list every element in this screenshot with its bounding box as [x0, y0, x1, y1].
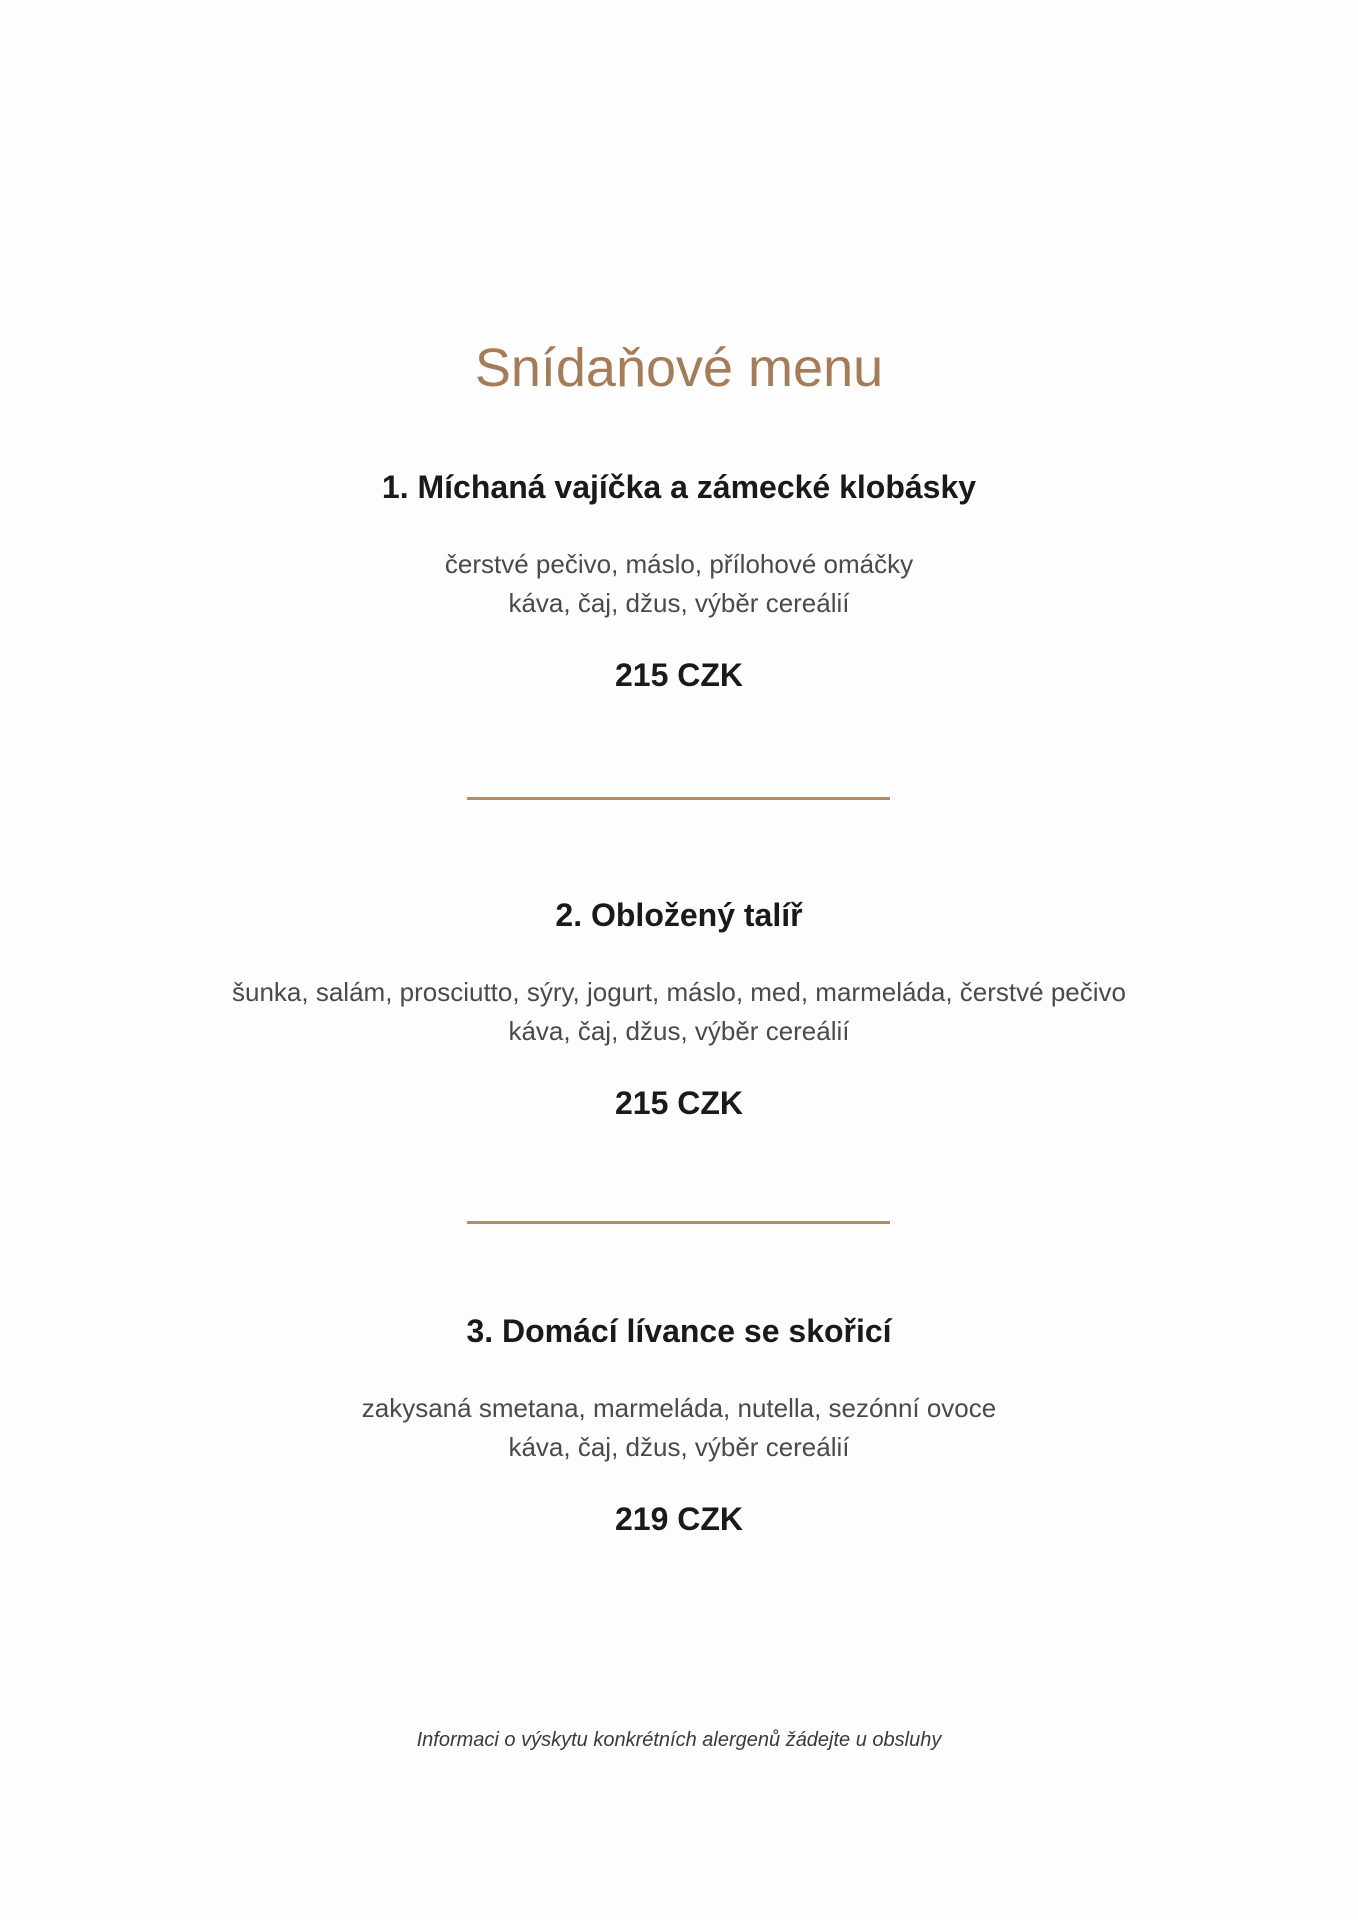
- menu-item-description-line: šunka, salám, prosciutto, sýry, jogurt, máslo, med, marmeláda, čerstvé pečivo: [232, 977, 1126, 1007]
- menu-item-title: 3. Domácí lívance se skořicí: [466, 1313, 892, 1349]
- allergen-note: Informaci o výskytu konkrétních alergenů žádejte u obsluhy: [416, 1729, 942, 1751]
- menu-item-price: 215 CZK: [614, 1085, 744, 1121]
- menu-item-title: 1. Míchaná vajíčka a zámecké klobásky: [381, 469, 977, 505]
- menu-item-description: [0, 545, 1358, 623]
- menu-item-description: [0, 1389, 1358, 1467]
- menu-item-price: 219 CZK: [614, 1501, 744, 1537]
- menu-item-description-line: zakysaná smetana, marmeláda, nutella, sezónní ovoce: [361, 1393, 997, 1423]
- menu-item-2: [0, 895, 1358, 1123]
- menu-item-description-line: káva, čaj, džus, výběr cereálií: [508, 588, 850, 618]
- menu-item-title: 2. Obložený talíř: [555, 897, 803, 933]
- menu-item-3: [0, 1311, 1358, 1539]
- menu-item-description: [0, 973, 1358, 1051]
- menu-item-description-line: čerstvé pečivo, máslo, přílohové omáčky: [444, 549, 914, 579]
- section-divider: [467, 797, 890, 800]
- menu-title: Snídaňové menu: [474, 338, 884, 398]
- menu-item-description-line: káva, čaj, džus, výběr cereálií: [508, 1432, 850, 1462]
- section-divider: [467, 1221, 890, 1224]
- menu-item-description-line: káva, čaj, džus, výběr cereálií: [508, 1016, 850, 1046]
- menu-item-1: [0, 467, 1358, 695]
- menu-item-price: 215 CZK: [614, 657, 744, 693]
